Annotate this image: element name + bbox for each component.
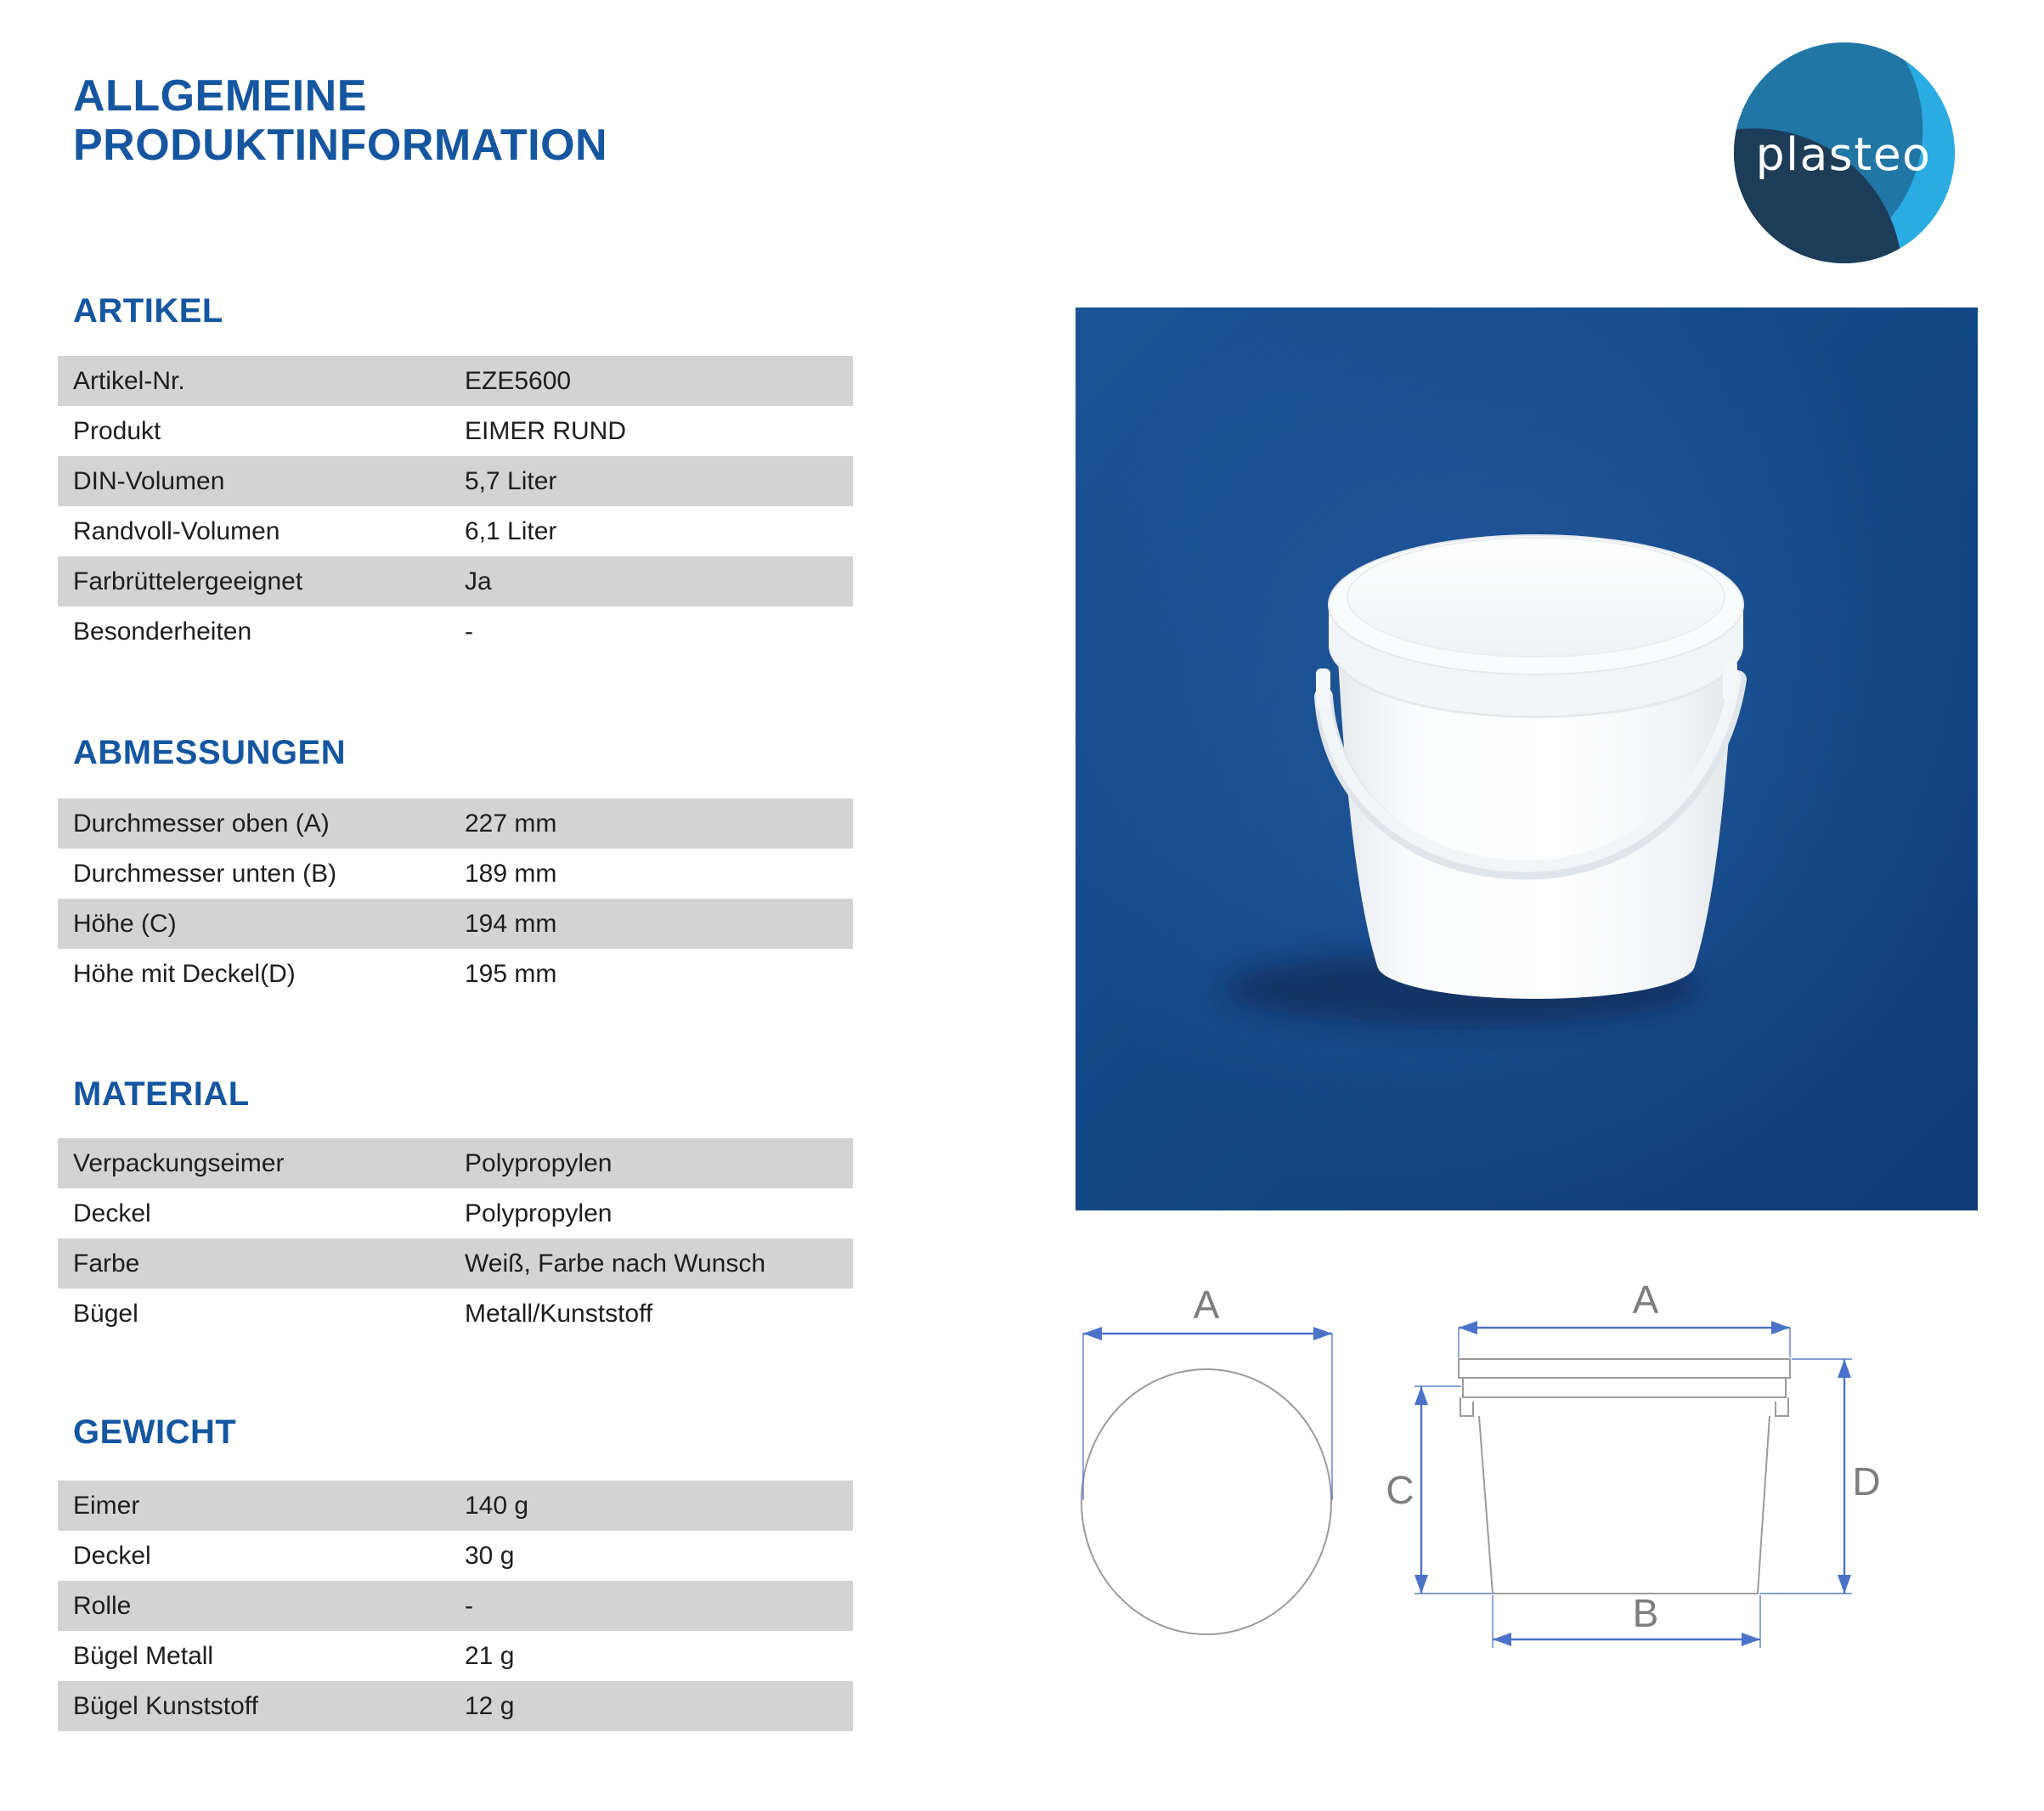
row-label: Verpackungseimer (73, 1148, 285, 1177)
row-value: Metall/Kunststoff (465, 1299, 653, 1328)
row-label: Höhe (C) (73, 909, 177, 938)
dimension-label-d: D (1852, 1459, 1881, 1504)
row-value: 227 mm (465, 809, 557, 838)
row-label: Artikel-Nr. (73, 366, 185, 395)
row-label: Randvoll-Volumen (73, 516, 280, 545)
row-label: Besonderheiten (73, 617, 252, 646)
row-label: Eimer (73, 1491, 140, 1520)
row-value: 140 g (465, 1491, 529, 1520)
row-value: Polypropylen (465, 1148, 613, 1177)
material-table (58, 1138, 853, 1339)
bucket-handle-ear-left (1316, 669, 1330, 709)
row-value: - (465, 1591, 473, 1620)
table-row (58, 899, 853, 949)
technical-drawing (1053, 1283, 1911, 1673)
row-value: Weiß, Farbe nach Wunsch (465, 1249, 766, 1278)
row-label: Durchmesser unten (B) (73, 859, 337, 888)
table-row (58, 356, 853, 406)
logo-wordmark: plasteo (1755, 127, 1932, 181)
side-view-drawing (1386, 1283, 1880, 1648)
row-label: Farbrüttelergeeignet (73, 567, 303, 595)
row-value: 194 mm (465, 909, 557, 938)
page-title-line2: PRODUKTINFORMATION (73, 121, 608, 170)
table-row (58, 506, 853, 556)
row-value: 21 g (465, 1641, 515, 1670)
row-label: Deckel (73, 1199, 151, 1227)
row-label: Bügel Metall (73, 1641, 214, 1670)
dimension-label-a-top-view: A (1193, 1283, 1220, 1327)
row-label: Durchmesser oben (A) (73, 809, 330, 838)
section-heading-artikel: ARTIKEL (73, 292, 223, 330)
side-view-body-left (1479, 1416, 1493, 1594)
table-row (58, 949, 853, 999)
row-value: - (465, 617, 473, 646)
dimension-label-b: B (1632, 1591, 1659, 1635)
row-label: Bügel (73, 1299, 138, 1328)
table-row (58, 1531, 853, 1581)
row-label: DIN-Volumen (73, 466, 225, 495)
table-row (58, 1481, 853, 1531)
table-row (58, 1238, 853, 1289)
side-view-lid-top (1459, 1359, 1790, 1378)
table-row (58, 1681, 853, 1731)
table-row (58, 1289, 853, 1339)
section-heading-material: MATERIAL (73, 1075, 250, 1113)
table-row (58, 849, 853, 899)
row-value: 189 mm (465, 859, 557, 888)
artikel-table (58, 356, 853, 657)
row-label: Deckel (73, 1541, 151, 1570)
side-view-lid-hook-right (1776, 1397, 1788, 1416)
product-photo-panel (1076, 307, 1978, 1210)
row-value: 12 g (465, 1691, 515, 1720)
side-view-body-right (1758, 1416, 1770, 1594)
row-value: Ja (465, 567, 492, 595)
row-label: Rolle (73, 1591, 132, 1620)
row-value: 6,1 Liter (465, 516, 557, 545)
table-row (58, 456, 853, 506)
top-view-circle (1081, 1369, 1331, 1634)
table-row (58, 606, 853, 657)
row-value: 5,7 Liter (465, 466, 557, 495)
page-title (73, 71, 838, 170)
row-label: Bügel Kunststoff (73, 1691, 258, 1720)
abmessungen-table (58, 798, 853, 999)
row-value: EIMER RUND (465, 416, 627, 445)
table-row (58, 406, 853, 456)
section-heading-abmessungen: ABMESSUNGEN (73, 734, 347, 771)
dimension-label-c: C (1386, 1468, 1414, 1512)
gewicht-table (58, 1481, 853, 1731)
row-value: Polypropylen (465, 1199, 613, 1227)
table-row (58, 1138, 853, 1188)
row-value: 30 g (465, 1541, 515, 1570)
side-view-lid-hook-left (1460, 1397, 1473, 1416)
row-value: EZE5600 (465, 366, 572, 395)
bucket-handle-ear-right (1723, 660, 1737, 701)
top-view-drawing (1081, 1283, 1332, 1634)
row-label: Höhe mit Deckel(D) (73, 959, 296, 988)
page-title-line1: ALLGEMEINE (73, 71, 367, 121)
table-row (58, 1631, 853, 1681)
table-row (58, 798, 853, 849)
section-heading-gewicht: GEWICHT (73, 1413, 237, 1451)
side-view-lid-band (1463, 1378, 1786, 1397)
bucket-lid-top (1347, 538, 1725, 657)
table-row (58, 556, 853, 606)
row-value: 195 mm (465, 959, 557, 988)
table-row (58, 1581, 853, 1631)
dimension-label-a-side-view: A (1632, 1283, 1659, 1322)
table-row (58, 1188, 853, 1238)
row-label: Farbe (73, 1249, 140, 1278)
row-label: Produkt (73, 416, 161, 445)
plasteo-logo (1731, 39, 1958, 267)
